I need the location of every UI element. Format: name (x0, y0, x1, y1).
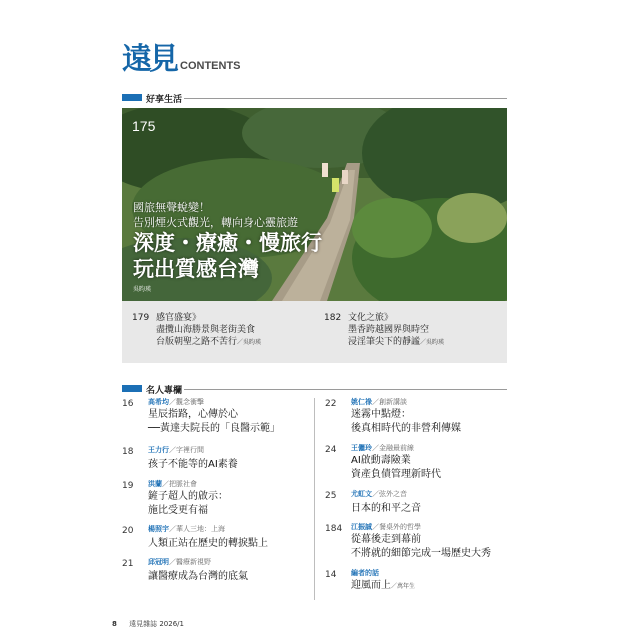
entry-title-1: 從幕後走到幕前 (351, 534, 421, 545)
column-divider (314, 398, 315, 600)
issue-label: 遠見雜誌 2026/1 (129, 620, 184, 628)
column-author: 尤虹文／弦外之音 (351, 490, 407, 498)
column-author: 姚仁祿／創新講談 (351, 398, 407, 406)
entry-title-1: 迎風而上／萬年生 (351, 580, 416, 591)
column-author: 楊照宇／華人三地：上海 (148, 525, 225, 533)
section-title: 名人專欄 (146, 386, 183, 396)
entry-title-2: 後真相時代的非營利傳媒 (351, 423, 461, 434)
column-author: 洪蘭／把脈社會 (148, 480, 197, 488)
page-number: 20 (122, 526, 134, 536)
sub-feature-title-2: 浸淫筆尖下的靜謐／吳昀瑛 (348, 337, 445, 347)
section-bar (122, 385, 142, 392)
page-number: 21 (122, 559, 134, 569)
cover-story-kicker (133, 200, 298, 230)
page-number: 16 (122, 399, 134, 409)
cover-story-page-number: 175 (132, 118, 156, 134)
folio-page-number: 8 (112, 620, 117, 628)
sub-feature-title-1: 墨香跨越國界與時空 (348, 325, 430, 335)
sub-feature-category: 文化之旅》 (348, 313, 394, 323)
page-number: 182 (324, 313, 342, 323)
sub-features-panel (122, 301, 507, 363)
section-header-columns (122, 383, 507, 395)
cover-story-author: 吳昀瑛 (133, 286, 152, 293)
column-author: 高希均／觀念衝擊 (148, 398, 204, 406)
section-title: 好享生活 (146, 95, 183, 105)
column-author: 編者的話 (351, 569, 379, 577)
entry-title-1: 日本的和平之音 (351, 503, 421, 514)
entry-title-1: 人類正站在歷史的轉捩點上 (148, 538, 268, 549)
contents-label: CONTENTS (180, 60, 241, 72)
sub-feature-title-1: 盡攬山海勝景與老街美食 (156, 325, 256, 335)
section-header-good-life (122, 92, 507, 104)
magazine-logo: 遠見 (122, 42, 176, 77)
entry-title-1: 孩子不能等的AI素養 (148, 459, 238, 470)
column-author: 王力行／字裡行間 (148, 446, 204, 454)
title-line-2: 玩出質感台灣 (133, 257, 259, 281)
column-author: 王儷玲／金融最前線 (351, 444, 414, 452)
page-number: 179 (132, 313, 150, 323)
page-number: 184 (325, 524, 343, 534)
page-number: 19 (122, 481, 134, 491)
page-number: 24 (325, 445, 337, 455)
title-line-1: 深度・療癒・慢旅行 (133, 231, 322, 255)
kicker-line-2: 告別煙火式觀光，轉向身心靈旅遊 (133, 216, 298, 229)
entry-title-2: 資產負債管理新時代 (351, 469, 441, 480)
entry-title-1: 鏟子超人的啟示： (148, 491, 228, 502)
section-bar (122, 94, 142, 101)
section-rule (184, 389, 507, 390)
sub-feature-title-2: 台版朝聖之路不苦行／吳昀瑛 (156, 337, 262, 347)
kicker-line-1: 國旅無聲蛻變！ (133, 201, 210, 214)
entry-title-1: 迷霧中點燈： (351, 409, 411, 420)
page-footer (112, 619, 184, 629)
entry-title-1: AI啟動壽險業 (351, 455, 411, 466)
cover-story-feature[interactable] (122, 108, 507, 301)
entry-title-2: ──黃達夫院長的「良醫示範」 (148, 423, 281, 434)
page-number: 14 (325, 570, 337, 580)
column-author: 江振誠／餐桌外的哲學 (351, 523, 421, 531)
page-number: 25 (325, 491, 337, 501)
entry-title-1: 讓醫療成為台灣的底氣 (148, 571, 248, 582)
section-rule (184, 98, 507, 99)
sub-feature-category: 感官盛宴》 (156, 313, 202, 323)
entry-title-2: 不將就的細節完成一場歷史大秀 (351, 548, 491, 559)
page-number: 22 (325, 399, 337, 409)
column-author: 邱冠明／醫療新視野 (148, 558, 211, 566)
entry-title-1: 星辰指路，心傳於心 (148, 409, 238, 420)
page-number: 18 (122, 447, 134, 457)
entry-title-2: 施比受更有福 (148, 505, 208, 516)
cover-story-title (133, 230, 322, 282)
